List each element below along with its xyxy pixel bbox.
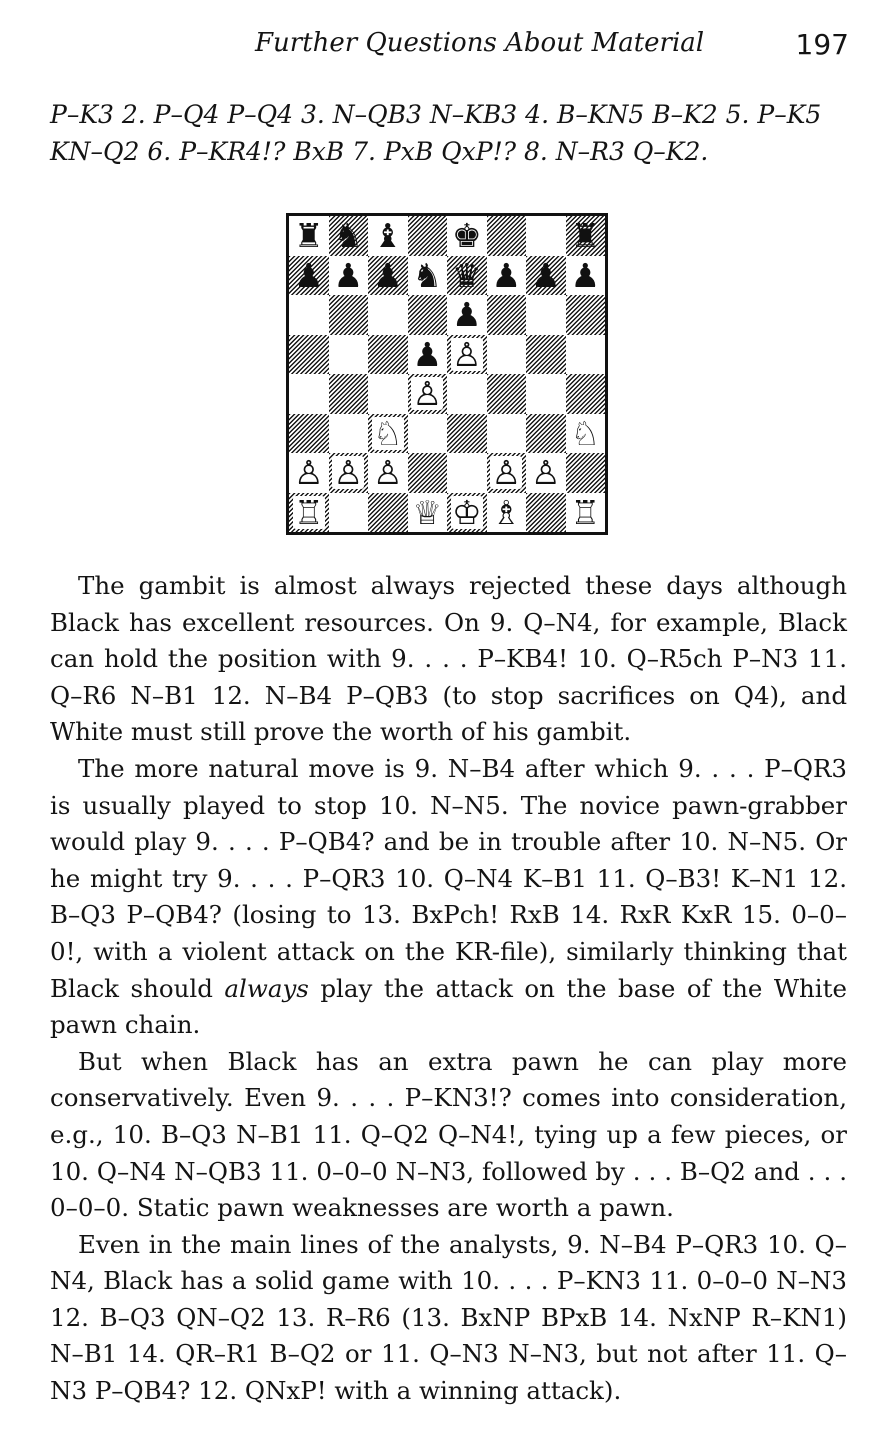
square-b6 (329, 295, 369, 335)
white-knight-icon: ♘ (372, 413, 403, 453)
white-rook-icon: ♖ (570, 492, 601, 532)
square-c6 (368, 295, 408, 335)
body-text (50, 568, 847, 1410)
square-e2 (447, 453, 487, 493)
white-pawn-icon: ♙ (530, 453, 561, 493)
white-pawn-icon: ♙ (491, 453, 522, 493)
paragraph-3-text: But when Black has an extra pawn he can play more conservatively. Even 9. . . . P–KN3!? comes into consideration, e.g., 10. B–Q3 N–B1 11. Q–Q2 Q–N4!, tying up a few pieces, or 10. Q–N4 N–QB3 11. 0–0–0 N–N3, followed by . . . B–Q2 and . . . 0–0–0. Static pawn weaknesses are worth a pawn. (50, 1046, 847, 1223)
paragraph-1 (50, 568, 847, 751)
square-e5 (447, 335, 487, 375)
paragraph-1-text: The gambit is almost always rejected these days although Black has excellent resources. On 9. Q–N4, for example, Black can hold the position with 9. . . . P–KB4! 10. Q–R5ch P–N3 11. Q–R6 N–B1 12. N–B4 P–QB3 (to stop sacrifices on Q4), and White must still prove the worth of his gambit. (50, 571, 847, 747)
square-g7 (526, 256, 566, 296)
square-e1 (447, 493, 487, 533)
paragraph-4 (50, 1227, 847, 1410)
opening-moves: P–K3 2. P–Q4 P–Q4 3. N–QB3 N–KB3 4. B–KN5 B–K2 5. P–K5 KN–Q2 6. P–KR4!? BxB 7. PxB QxP!? 8. N–R3 Q–K2. (50, 100, 822, 166)
square-d4 (408, 374, 448, 414)
square-c3 (368, 414, 408, 454)
square-h2 (566, 453, 606, 493)
square-f1 (487, 493, 527, 533)
chess-diagram (286, 213, 608, 535)
square-e8 (447, 216, 487, 256)
white-bishop-icon: ♗ (491, 492, 522, 532)
square-e3 (447, 414, 487, 454)
square-c8 (368, 216, 408, 256)
running-title: Further Questions About Material (255, 28, 705, 58)
square-g6 (526, 295, 566, 335)
square-d7 (408, 256, 448, 296)
square-f6 (487, 295, 527, 335)
paragraph-3 (50, 1044, 847, 1227)
white-pawn-icon: ♙ (451, 334, 482, 374)
square-h4 (566, 374, 606, 414)
square-f8 (487, 216, 527, 256)
square-g1 (526, 493, 566, 533)
square-d1 (408, 493, 448, 533)
square-d3 (408, 414, 448, 454)
square-h5 (566, 335, 606, 375)
paragraph-2 (50, 751, 847, 1044)
black-rook-icon: ♜ (570, 216, 601, 256)
black-knight-icon: ♞ (412, 255, 443, 295)
black-king-icon: ♚ (451, 216, 482, 256)
square-d6 (408, 295, 448, 335)
square-a3 (289, 414, 329, 454)
white-pawn-icon: ♙ (412, 374, 443, 414)
square-f7 (487, 256, 527, 296)
square-f3 (487, 414, 527, 454)
square-f5 (487, 335, 527, 375)
black-rook-icon: ♜ (293, 216, 324, 256)
square-b4 (329, 374, 369, 414)
square-c7 (368, 256, 408, 296)
square-d5 (408, 335, 448, 375)
running-head (50, 28, 849, 68)
square-d8 (408, 216, 448, 256)
black-pawn-icon: ♟ (451, 295, 482, 335)
square-h8 (566, 216, 606, 256)
paragraph-4-text: Even in the main lines of the analysts, 9. N–B4 P–QR3 10. Q–N4, Black has a solid game with 10. . . . P–KN3 11. 0–0–0 N–N3 12. B–Q3 QN–Q2 13. R–R6 (13. BxNP BPxB 14. NxNP R–KN1) N–B1 14. QR–R1 B–Q2 or 11. Q–N3 N–N3, but not after 11. Q–N3 P–QB4? 12. QNxP! with a winning attack). (50, 1229, 847, 1406)
black-pawn-icon: ♟ (530, 255, 561, 295)
square-c2 (368, 453, 408, 493)
white-pawn-icon: ♙ (333, 453, 364, 493)
black-pawn-icon: ♟ (333, 255, 364, 295)
square-h3 (566, 414, 606, 454)
paragraph-2-text-end: play the attack on the base of the White pawn chain. (50, 973, 847, 1040)
black-pawn-icon: ♟ (570, 255, 601, 295)
square-a8 (289, 216, 329, 256)
square-d2 (408, 453, 448, 493)
square-g2 (526, 453, 566, 493)
square-a2 (289, 453, 329, 493)
white-pawn-icon: ♙ (372, 453, 403, 493)
white-pawn-icon: ♙ (293, 453, 324, 493)
square-h1 (566, 493, 606, 533)
square-c1 (368, 493, 408, 533)
white-knight-icon: ♘ (570, 413, 601, 453)
black-pawn-icon: ♟ (372, 255, 403, 295)
white-queen-icon: ♕ (412, 492, 443, 532)
black-queen-icon: ♛ (451, 255, 482, 295)
square-h7 (566, 256, 606, 296)
black-bishop-icon: ♝ (372, 216, 403, 256)
square-f2 (487, 453, 527, 493)
paragraph-2-text: The more natural move is 9. N–B4 after which 9. . . . P–QR3 is usually played to stop 10. N–N5. The novice pawn-grabber would play 9. . . . P–QB4? and be in trouble after 10. N–N5. Or he might try 9. . . . P–QR3 10. Q–N4 K–B1 11. Q–B3! K–N1 12. B–Q3 P–QB4? (losing to 13. BxPch! RxB 14. RxR KxR 15. 0–0–0!, with a violent attack on the KR-file), similarly thinking that Black should (50, 753, 847, 1003)
square-c4 (368, 374, 408, 414)
square-a5 (289, 335, 329, 375)
square-g3 (526, 414, 566, 454)
square-h6 (566, 295, 606, 335)
black-pawn-icon: ♟ (293, 255, 324, 295)
white-king-icon: ♔ (451, 492, 482, 532)
black-pawn-icon: ♟ (491, 255, 522, 295)
square-a4 (289, 374, 329, 414)
square-e7 (447, 256, 487, 296)
square-a6 (289, 295, 329, 335)
square-b7 (329, 256, 369, 296)
paragraph-2-emphasis: always (224, 973, 309, 1003)
square-b3 (329, 414, 369, 454)
square-c5 (368, 335, 408, 375)
square-e4 (447, 374, 487, 414)
square-a7 (289, 256, 329, 296)
square-g4 (526, 374, 566, 414)
square-b8 (329, 216, 369, 256)
black-knight-icon: ♞ (333, 216, 364, 256)
square-b5 (329, 335, 369, 375)
black-pawn-icon: ♟ (412, 334, 443, 374)
square-g8 (526, 216, 566, 256)
square-a1 (289, 493, 329, 533)
square-b1 (329, 493, 369, 533)
square-g5 (526, 335, 566, 375)
white-rook-icon: ♖ (293, 492, 324, 532)
page-number: 197 (795, 28, 849, 61)
square-f4 (487, 374, 527, 414)
square-e6 (447, 295, 487, 335)
square-b2 (329, 453, 369, 493)
